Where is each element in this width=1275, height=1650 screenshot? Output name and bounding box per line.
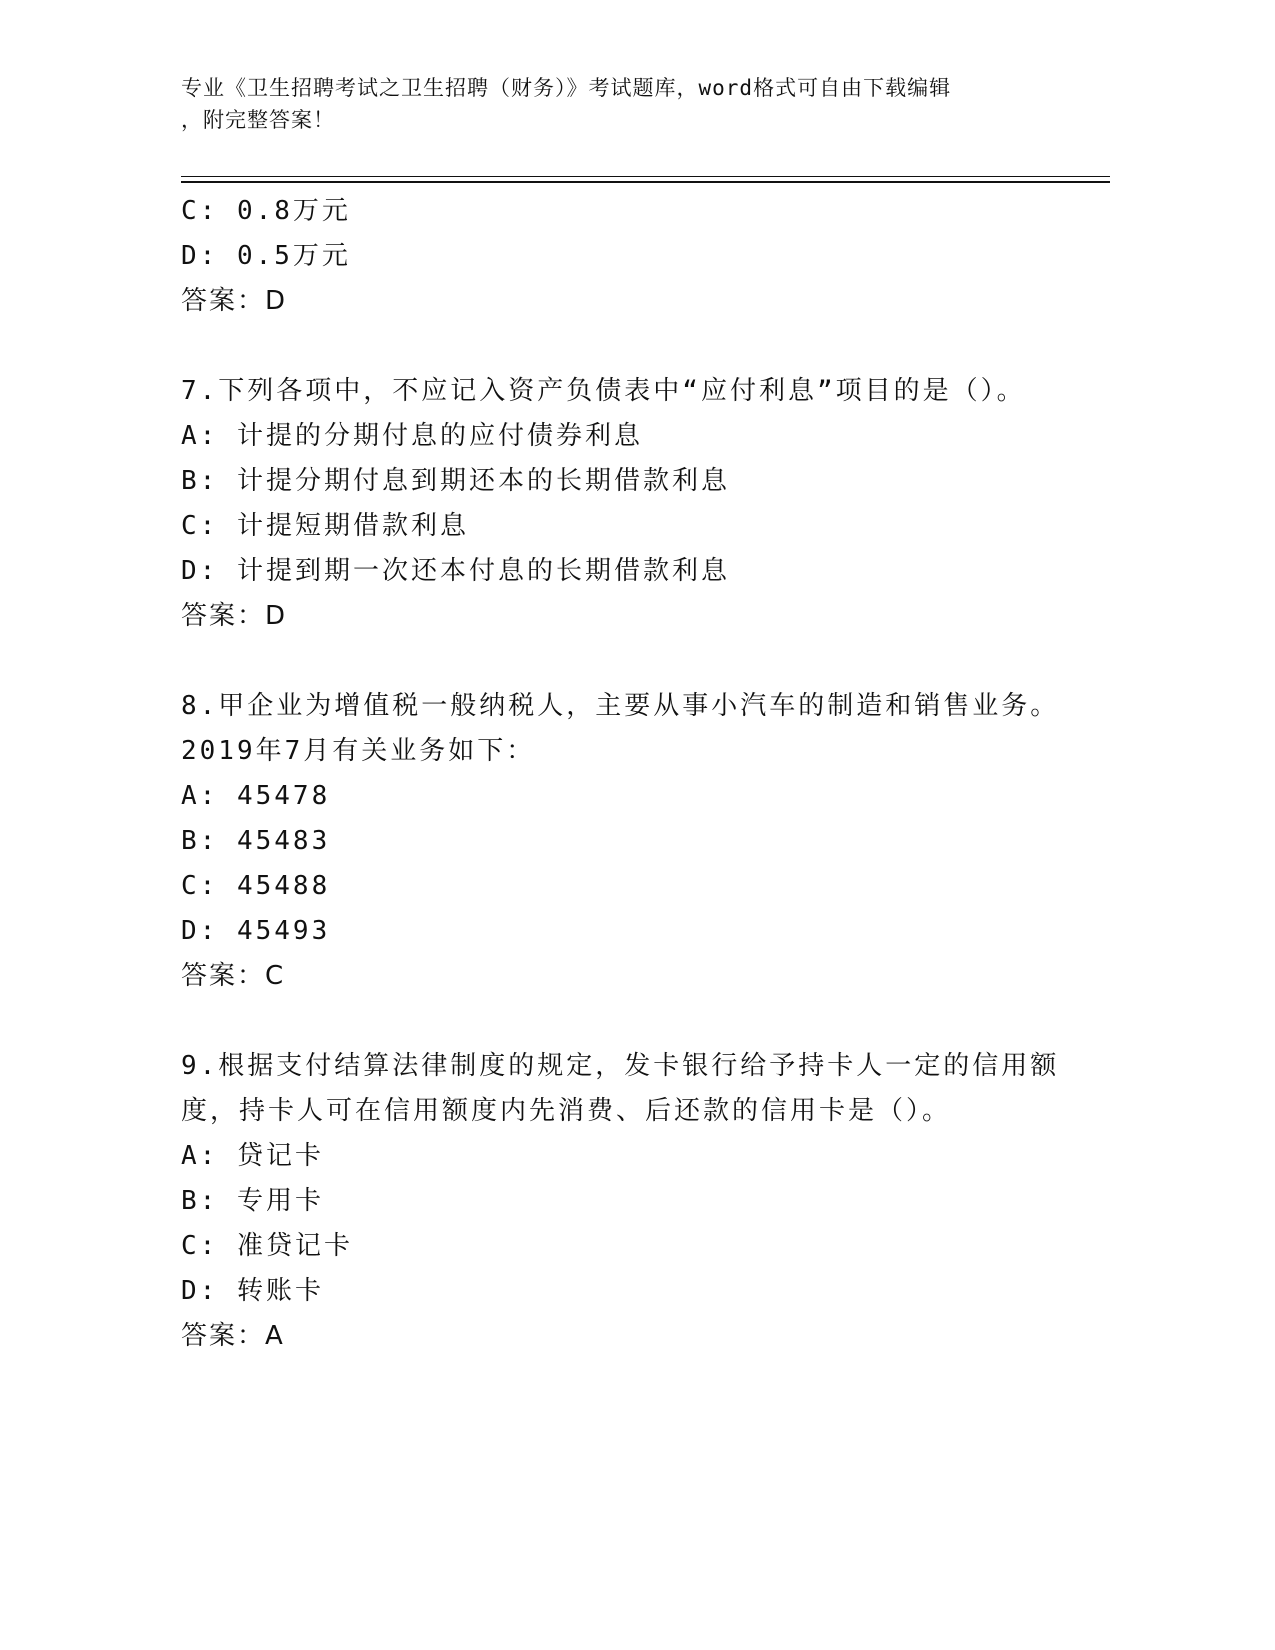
header-divider-thin: [181, 176, 1110, 177]
question-6-tail: [181, 189, 1111, 324]
question-8: [181, 684, 1111, 999]
question-list: [181, 189, 1111, 1359]
option-a: A: 计提的分期付息的应付债券利息: [181, 421, 643, 451]
option-c: C: 0.8万元: [181, 196, 351, 226]
answer-line: 答案：A: [181, 1321, 285, 1351]
option-c: C: 准贷记卡: [181, 1231, 353, 1261]
option-a: A: 贷记卡: [181, 1141, 324, 1171]
option-b: B: 计提分期付息到期还本的长期借款利息: [181, 466, 730, 496]
question-stem-continuation: 2019年7月有关业务如下：: [181, 736, 536, 766]
option-d: D: 0.5万元: [181, 241, 351, 271]
option-b: B: 45483: [181, 826, 331, 856]
spacer: [181, 999, 1111, 1044]
option-b: B: 专用卡: [181, 1186, 324, 1216]
document-header: [181, 72, 1061, 136]
option-d: D: 转账卡: [181, 1276, 324, 1306]
spacer: [181, 639, 1111, 684]
option-c: C: 计提短期借款利息: [181, 511, 469, 541]
option-a: A: 45478: [181, 781, 331, 811]
answer-line: 答案：D: [181, 286, 288, 316]
option-d: D: 45493: [181, 916, 331, 946]
header-title-line: 专业《卫生招聘考试之卫生招聘（财务）》考试题库，word格式可自由下载编辑: [181, 76, 952, 100]
question-stem: 9.根据支付结算法律制度的规定，发卡银行给予持卡人一定的信用额: [181, 1051, 1060, 1081]
option-c: C: 45488: [181, 871, 331, 901]
answer-line: 答案：C: [181, 961, 286, 991]
question-7: [181, 369, 1111, 639]
header-divider-thick: [181, 181, 1110, 183]
spacer: [181, 324, 1111, 369]
answer-line: 答案：D: [181, 601, 288, 631]
option-d: D: 计提到期一次还本付息的长期借款利息: [181, 556, 730, 586]
question-stem: 7.下列各项中，不应记入资产负债表中“应付利息”项目的是（）。: [181, 376, 1026, 406]
question-stem-continuation: 度，持卡人可在信用额度内先消费、后还款的信用卡是（）。: [181, 1096, 952, 1126]
question-9: [181, 1044, 1111, 1359]
header-title-continuation: ，附完整答案！: [181, 108, 335, 132]
question-stem: 8.甲企业为增值税一般纳税人，主要从事小汽车的制造和销售业务。: [181, 691, 1060, 721]
